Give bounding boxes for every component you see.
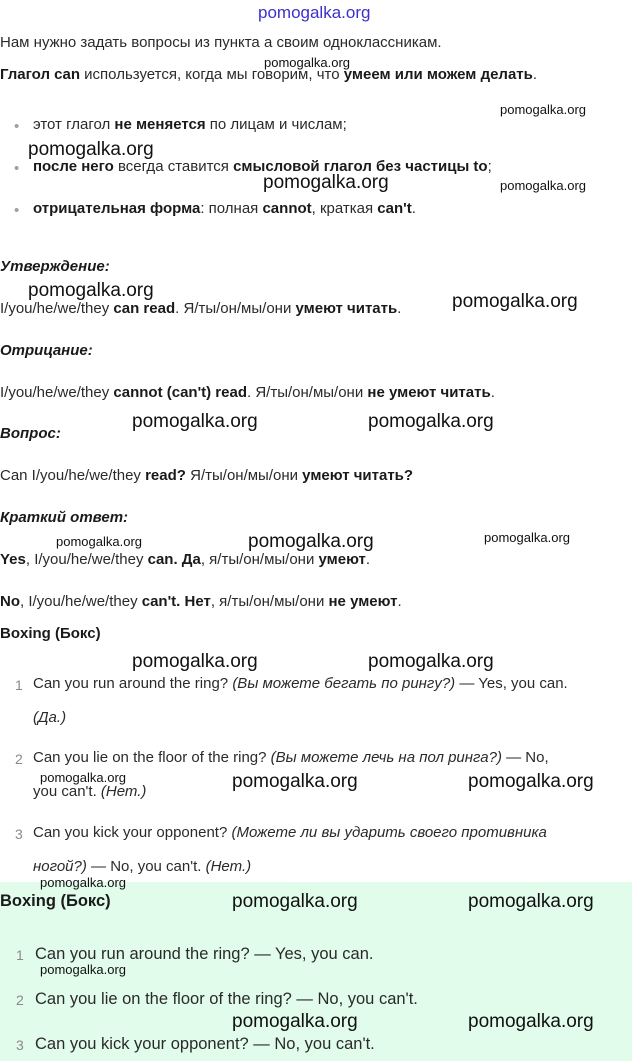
- bullet-item: отрицательная форма: полная cannot, краткая can't.: [33, 200, 416, 217]
- answer-box-title: Boxing (Бокс): [0, 892, 111, 910]
- bullet-dot: •: [14, 202, 20, 219]
- watermark: pomogalka.org: [40, 962, 126, 977]
- watermark: pomogalka.org: [28, 139, 154, 160]
- watermark: pomogalka.org: [468, 771, 594, 792]
- short-answer-yes: Yes, I/you/he/we/they can. Да, я/ты/он/мы/они умеют.: [0, 551, 371, 568]
- watermark: pomogalka.org: [452, 291, 578, 312]
- list-number: 1: [16, 947, 24, 963]
- watermark: pomogalka.org: [263, 172, 389, 193]
- list-number: 3: [16, 1037, 24, 1053]
- short-answer-no: No, I/you/he/we/they can't. Нет, я/ты/он/мы/они не умеют.: [0, 593, 402, 610]
- watermark: pomogalka.org: [232, 891, 358, 912]
- bullet-dot: •: [14, 160, 20, 177]
- short-answer-header: Краткий ответ:: [0, 509, 129, 526]
- negative-header: Отрицание:: [0, 342, 93, 359]
- watermark: pomogalka.org: [132, 411, 258, 432]
- answer-item: Can you kick your opponent? — No, you can't.: [35, 1035, 375, 1053]
- watermark: pomogalka.org: [248, 531, 374, 552]
- watermark: pomogalka.org: [368, 651, 494, 672]
- intro-text: Нам нужно задать вопросы из пункта а своим одноклассникам.: [0, 34, 442, 51]
- bullet-dot: •: [14, 118, 20, 135]
- list-item: Can you lie on the floor of the ring? (Вы можете лечь на пол ринга?) — No,: [33, 749, 549, 766]
- watermark: pomogalka.org: [56, 534, 142, 549]
- list-item: Can you kick your opponent? (Можете ли вы ударить своего противника: [33, 824, 547, 841]
- affirmative-header: Утверждение:: [0, 258, 110, 275]
- answer-item: Can you run around the ring? — Yes, you can.: [35, 945, 374, 963]
- list-number: 1: [15, 677, 23, 693]
- watermark-top: pomogalka.org: [258, 3, 371, 22]
- list-item-translation: (Да.): [33, 709, 67, 726]
- affirmative-line: I/you/he/we/they can read. Я/ты/он/мы/они умеют читать.: [0, 300, 402, 317]
- watermark: pomogalka.org: [500, 102, 586, 117]
- list-item-answer: you can't. (Нет.): [33, 783, 147, 800]
- question-header: Вопрос:: [0, 425, 61, 442]
- watermark: pomogalka.org: [500, 178, 586, 193]
- bullet-item: после него всегда ставится смысловой глагол без частицы to;: [33, 158, 492, 175]
- watermark: pomogalka.org: [468, 1011, 594, 1032]
- boxing-title: Boxing (Бокс): [0, 625, 101, 642]
- watermark: pomogalka.org: [484, 530, 570, 545]
- watermark: pomogalka.org: [264, 55, 350, 70]
- watermark: pomogalka.org: [232, 1011, 358, 1032]
- watermark: pomogalka.org: [368, 411, 494, 432]
- question-line: Can I/you/he/we/they read? Я/ты/он/мы/они умеют читать?: [0, 467, 414, 484]
- negative-line: I/you/he/we/they cannot (can't) read. Я/ты/он/мы/они не умеют читать.: [0, 384, 495, 401]
- list-number: 2: [15, 751, 23, 767]
- watermark: pomogalka.org: [40, 770, 126, 785]
- bullet-item: этот глагол не меняется по лицам и числам;: [33, 116, 347, 133]
- list-item-answer: ногой?) — No, you can't. (Нет.): [33, 858, 252, 875]
- rule-text: Глагол can используется, когда мы говорим, что умеем или можем делать.: [0, 66, 538, 83]
- answer-item: Can you lie on the floor of the ring? — No, you can't.: [35, 990, 418, 1008]
- watermark: pomogalka.org: [28, 280, 154, 301]
- watermark: pomogalka.org: [40, 875, 126, 890]
- watermark: pomogalka.org: [132, 651, 258, 672]
- watermark: pomogalka.org: [468, 891, 594, 912]
- list-number: 3: [15, 826, 23, 842]
- list-item: Can you run around the ring? (Вы можете бегать по рингу?) — Yes, you can.: [33, 675, 568, 692]
- list-number: 2: [16, 992, 24, 1008]
- watermark: pomogalka.org: [232, 771, 358, 792]
